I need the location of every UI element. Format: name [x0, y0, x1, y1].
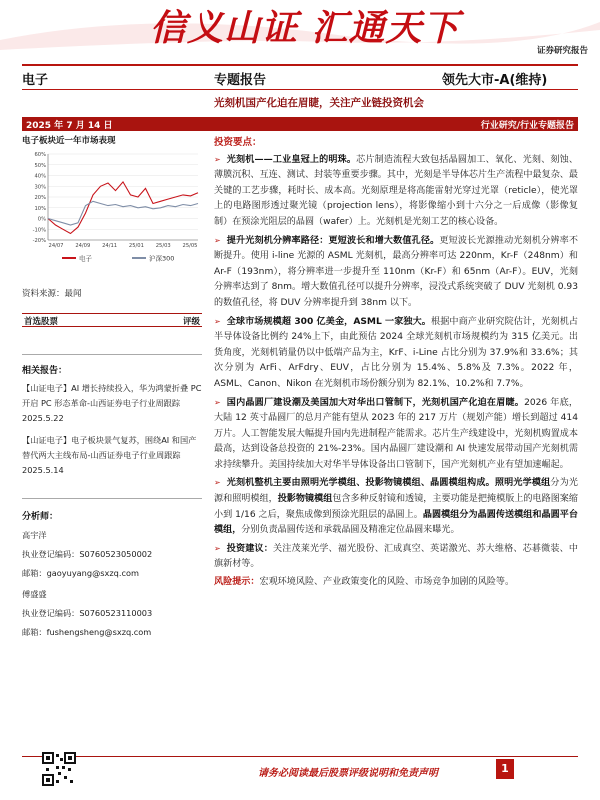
- disclaimer-note: 请务必阅读最后股票评级说明和免责声明: [258, 768, 438, 779]
- point-5-bold-c: 晶圆模组分为晶圆传送模组和晶圆平台模组，: [214, 509, 578, 536]
- date-bar: [22, 117, 578, 131]
- stock-table-header: [22, 313, 202, 327]
- related-report-2[interactable]: 【山证电子】电子板块景气复苏，围绕AI 和国产替代两大主线布局-山西证券电子行业周跟踪 2025.5.14: [22, 435, 197, 475]
- point-5-body-c: 分别负责晶圆传送和承载晶圆及精准定位晶圆来曝光。: [241, 525, 460, 536]
- y-tick-label: 30%: [34, 184, 46, 191]
- related-report-1[interactable]: 【山证电子】AI 增长持续投入，华为鸿蒙折叠 PC 开启 PC 形态革命-山西证券电子行业周跟踪 2025.5.22: [22, 383, 202, 423]
- bullet-icon: ➢: [214, 316, 221, 326]
- chart-title: 电子板块近一年市场表现: [22, 136, 116, 146]
- chart-svg: [22, 148, 202, 266]
- analyst-name: 傅盛盛: [22, 589, 47, 599]
- point-5-bold-b: 投影物镜模组: [277, 494, 333, 505]
- point-2: [214, 233, 578, 312]
- analysts-block: [22, 510, 202, 640]
- stock-col-head: 首选股票: [24, 317, 59, 327]
- point-1: [214, 152, 578, 231]
- report-category: 行业研究/行业专题报告: [480, 121, 574, 131]
- y-tick-label: 10%: [34, 205, 46, 212]
- y-tick-label: 20%: [34, 195, 46, 201]
- point-3-title: 全球市场规模超 300 亿美金，ASML 一家独大。: [226, 316, 431, 327]
- x-tick-label: 25/03: [155, 243, 171, 249]
- analyst-name: 高宇洋: [22, 530, 47, 540]
- legend-label: 电子: [79, 254, 92, 263]
- y-tick-label: -20%: [32, 238, 46, 244]
- point-4-title: 国内晶圆厂建设潮及美国加大对华出口管制下，光刻机国产化迫在眉睫。: [226, 397, 525, 408]
- point-6-title: 投资建议：: [226, 543, 273, 554]
- y-tick-label: 0%: [37, 216, 46, 223]
- legend-label: 沪深300: [149, 254, 175, 263]
- related-reports-head: 相关报告：: [22, 366, 68, 376]
- chart-source: 资料来源：最闻: [22, 289, 82, 299]
- report-date: 2025 年 7 月 14 日: [26, 121, 113, 131]
- y-tick-label: 50%: [34, 162, 46, 169]
- x-tick-label: 24/11: [102, 243, 118, 249]
- footer-rule: [22, 756, 578, 757]
- header-banner: [0, 0, 600, 62]
- point-6: [214, 541, 578, 573]
- right-column: [214, 135, 578, 593]
- bullet-icon: ➢: [214, 154, 221, 164]
- report-title: 光刻机国产化迫在眉睫，关注产业链投资机会: [214, 97, 424, 109]
- point-1-body: 芯片制造流程大致包括晶圆加工、氧化、光刻、刻蚀、薄膜沉积、互连、测试、封装等重要步骤。其中，光刻是半导体芯片生产流程中最复杂、最关键的工艺步骤，耗时长、成本高。光刻原理是将高能雷射光穿过光罩（reticle），使光罩上的电路图形透过聚光镜（projection lens），将影像缩小到十六分之一后成像（影像复制）在预涂光阻层的晶圆（wafer）上。光刻机是光刻工艺的核心设备。: [214, 154, 578, 227]
- rating-col-head: 评级: [182, 317, 200, 327]
- point-3: [214, 314, 578, 393]
- analyst-email[interactable]: 邮箱：gaoyuyang@sxzq.com: [22, 568, 139, 578]
- qr-code-icon: [42, 752, 76, 786]
- point-5-body-a: 分为光源和照明模组，: [214, 478, 578, 505]
- meta-row: [22, 66, 578, 88]
- point-5: [214, 475, 578, 538]
- mid-rule: [22, 89, 578, 90]
- analyst-email[interactable]: 邮箱：fushengsheng@sxzq.com: [22, 627, 152, 637]
- point-2-body: 更短波长光源推动光刻机分辨率不断提升。使用 i-line 光源的 ASML 光刻机，最高分辨率可达 220nm，Kr-F（248nm）和 Ar-F（193nm），将分辨率进一步提升至 110nm（Kr-F）和 65nm（Ar-F）。EUV，光刻分辨率达到了 8nm。增大数值孔径可以提升分辨率，浸没式系统突破了 DUV 光刻机 0.93 的数值孔径，将 DUV 分辨率提升到 38nm 以下。: [214, 235, 578, 308]
- left-column: [22, 132, 202, 266]
- point-4-body: 2026 年底，大陆 12 英寸晶圆厂的总月产能有望从 2023 年的 217 万片（规划产能）增长到超过 414 万片。人工智能发展大幅提升国内先进制程产能需求。芯片生产线建设中，光刻机购置成本最高，达到设备总投资的 21%-23%。国内晶圆厂建设潮和 AI 快速发展带动国产光刻机需求持续攀升。美国持续加大对华半导体设备出口管制下，国产光刻机产业有望加速崛起。: [214, 397, 578, 470]
- page-number: 1: [496, 759, 514, 779]
- x-tick-label: 25/01: [128, 243, 144, 249]
- point-2-title: 提升光刻机分辨率路径：更短波长和增大数值孔径。: [226, 235, 440, 246]
- rating-label: 领先大市-A(维持): [442, 73, 548, 88]
- stock-table-bottom: [22, 354, 202, 355]
- x-tick-label: 24/09: [75, 243, 91, 249]
- report-type-tag: 证券研究报告: [536, 46, 588, 56]
- point-3-body: 根据中商产业研究院估计，光刻机占半导体设备比例约 24%上下，由此预估 2024 全球光刻机市场规模约为 315 亿美元。出货角度，光刻机销量仍以中低端产品为主，KrF、i-Line 占比分别为 37.9%和 33.6%；其次分别为 ArFi、ArFdry、EUV，占比分别为 15.4%、5.8%及 7.3%。2022 年，ASML、Canon、Nikon 在光刻机市场份额分别为 82.1%、10.2%和 7.7%。: [214, 316, 578, 389]
- related-divider: [22, 498, 202, 499]
- series-line-hs300: [48, 201, 198, 225]
- bullet-icon: ➢: [214, 543, 221, 553]
- risk-label: 风险提示：: [214, 577, 260, 588]
- bullet-icon: ➢: [214, 235, 221, 245]
- risk-text: 宏观环境风险、产业政策变化的风险、市场竞争加剧的风险等。: [259, 577, 515, 588]
- risk-note: [214, 575, 578, 591]
- banner-slogan: 信义山证 汇通天下: [150, 7, 460, 49]
- point-4: [214, 395, 578, 474]
- bullet-icon: ➢: [214, 478, 221, 488]
- point-1-title: 光刻机——工业皇冠上的明珠。: [226, 154, 357, 165]
- analysts-head: 分析师：: [22, 512, 59, 522]
- y-tick-label: -10%: [32, 227, 46, 234]
- point-5-body-b: 包含多种反射镜和透镜，主要功能是把掩模版上的电路图案缩小到 1/16 之后，聚焦成像到预涂光阻层的晶圆上。: [214, 494, 578, 520]
- y-tick-label: 60%: [34, 152, 46, 158]
- point-6-body: 关注茂莱光学、福光股份、汇成真空、英诺激光、苏大维格、芯碁微装、中旗新材等。: [214, 543, 578, 570]
- point-5-title: 光刻机整机主要由照明光学模组、投影物镜模组、晶圆模组构成。照明光学模组: [226, 478, 551, 489]
- report-type-label: 专题报告: [214, 73, 267, 88]
- performance-chart: [22, 148, 202, 266]
- investment-points-head: 投资要点：: [214, 137, 262, 148]
- y-tick-label: 40%: [34, 173, 46, 180]
- x-tick-label: 25/05: [182, 243, 198, 249]
- analyst-reg: 执业登记编码：S0760523110003: [22, 608, 153, 618]
- industry-label: 电子: [22, 73, 49, 88]
- x-tick-label: 24/07: [48, 243, 64, 249]
- bullet-icon: ➢: [214, 397, 221, 407]
- analyst-reg: 执业登记编码：S0760523050002: [22, 549, 153, 559]
